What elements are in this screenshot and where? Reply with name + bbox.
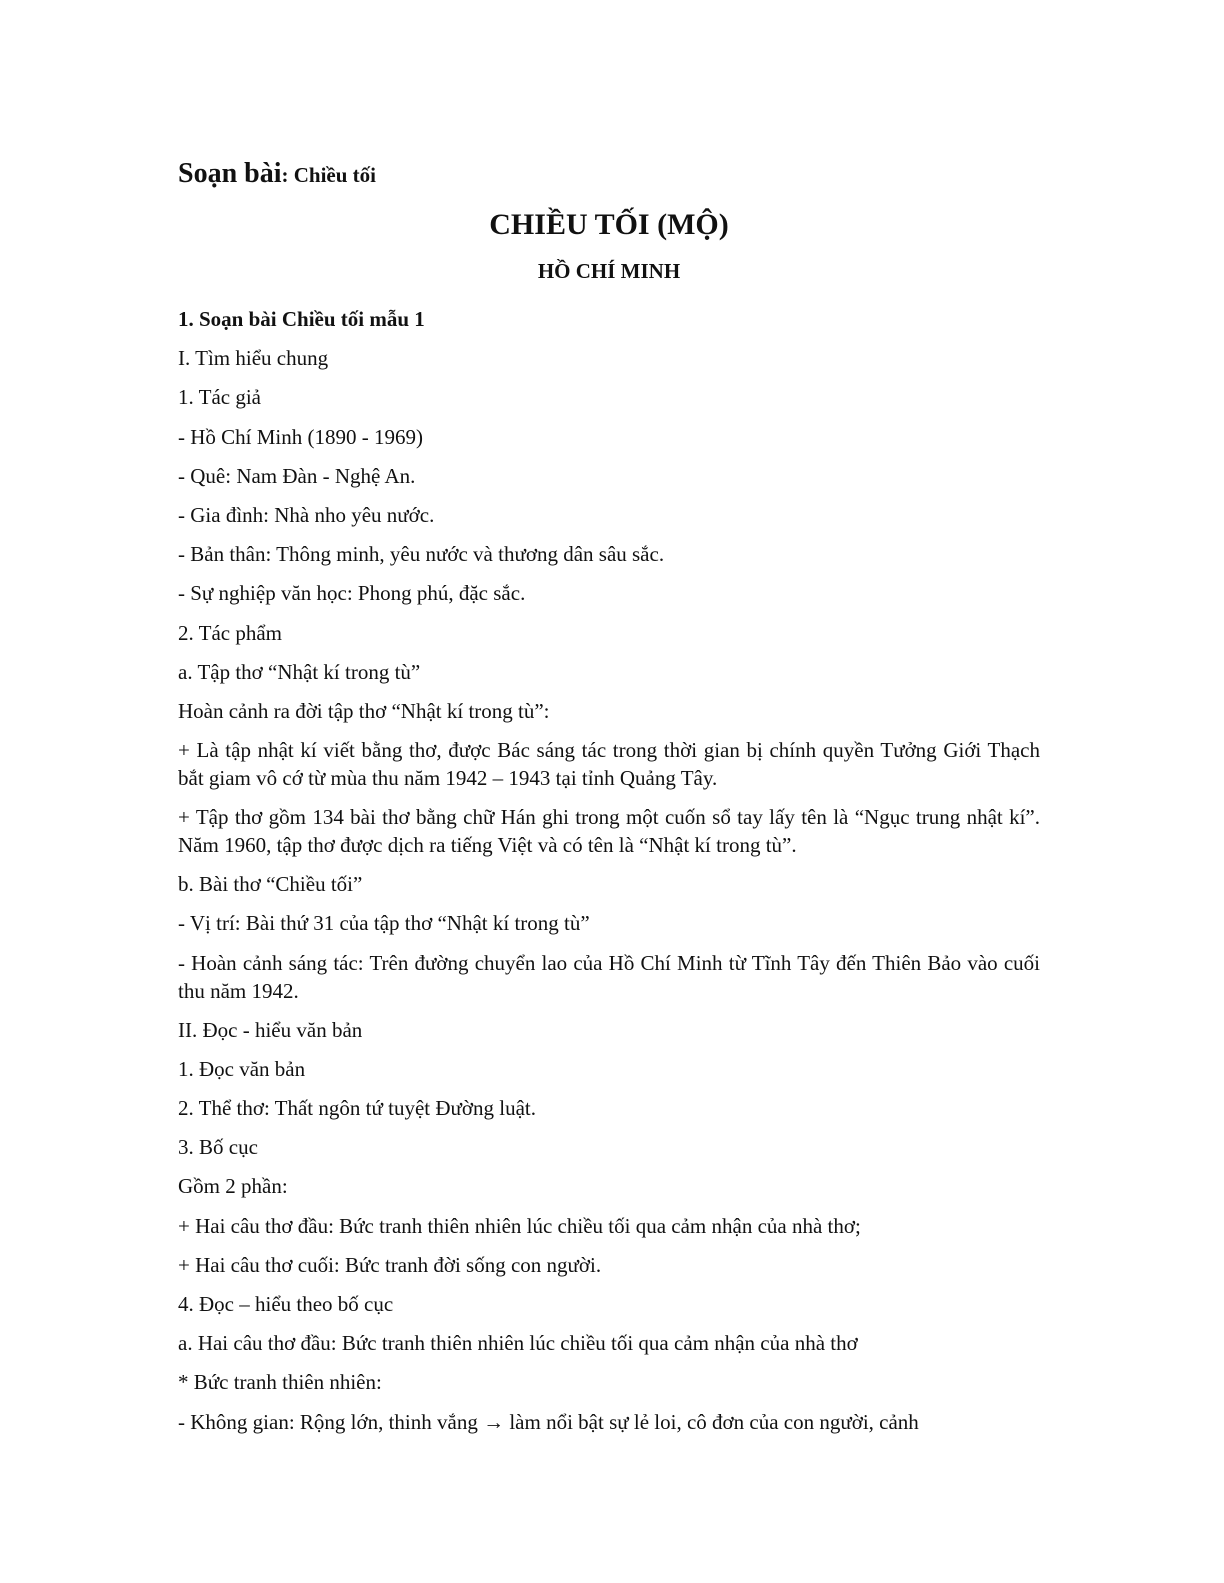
text-line: - Hồ Chí Minh (1890 - 1969) bbox=[178, 424, 423, 449]
text-line: * Bức tranh thiên nhiên: bbox=[178, 1370, 382, 1395]
document-page bbox=[178, 150, 1040, 1442]
text-paragraph: + Là tập nhật kí viết bằng thơ, được Bác sáng tác trong thời gian bị chính quyền Tưởng Giới Thạch bắt giam vô cớ từ mùa thu năm 1942 – 1943 tại tỉnh Quảng Tây. bbox=[178, 738, 1040, 791]
poem-author: HỒ CHÍ MINH bbox=[537, 259, 681, 283]
poem-title: CHIỀU TỐI (MỘ) bbox=[489, 208, 729, 241]
lesson-heading-prefix: Soạn bài bbox=[178, 158, 282, 189]
text-line: Gồm 2 phần: bbox=[178, 1174, 288, 1199]
text-line: a. Tập thơ “Nhật kí trong tù” bbox=[178, 659, 421, 684]
text-line: I. Tìm hiểu chung bbox=[178, 346, 329, 371]
text-line: 1. Đọc văn bản bbox=[178, 1056, 306, 1081]
text-line: 2. Thể thơ: Thất ngôn tứ tuyệt Đường luật. bbox=[178, 1096, 536, 1121]
text-line: - Bản thân: Thông minh, yêu nước và thương dân sâu sắc. bbox=[178, 542, 665, 567]
text-paragraph: + Tập thơ gồm 134 bài thơ bằng chữ Hán ghi trong một cuốn sổ tay lấy tên là “Ngục trung nhật kí”. Năm 1960, tập thơ được dịch ra tiếng Việt và có tên là “Nhật kí trong tù”. bbox=[178, 805, 1040, 858]
text-line: - Vị trí: Bài thứ 31 của tập thơ “Nhật kí trong tù” bbox=[178, 911, 590, 936]
lesson-heading-suffix: : Chiều tối bbox=[281, 163, 376, 187]
text-line: - Gia đình: Nhà nho yêu nước. bbox=[178, 503, 435, 528]
text-line: - Sự nghiệp văn học: Phong phú, đặc sắc. bbox=[178, 581, 526, 606]
text-line: - Không gian: Rộng lớn, thinh vắng → làm nổi bật sự lẻ loi, cô đơn của con người, cảnh bbox=[178, 1409, 919, 1434]
document-body bbox=[178, 300, 1040, 1442]
section-heading: 1. Soạn bài Chiều tối mẫu 1 bbox=[178, 307, 425, 331]
text-line: 1. Tác giả bbox=[178, 385, 261, 410]
lesson-heading bbox=[178, 150, 1040, 198]
text-line: Hoàn cảnh ra đời tập thơ “Nhật kí trong tù”: bbox=[178, 699, 550, 724]
text-line: b. Bài thơ “Chiều tối” bbox=[178, 872, 363, 897]
text-paragraph: - Hoàn cảnh sáng tác: Trên đường chuyển lao của Hồ Chí Minh từ Tĩnh Tây đến Thiên Bảo vào cuối thu năm 1942. bbox=[178, 950, 1040, 1003]
text-line: a. Hai câu thơ đầu: Bức tranh thiên nhiên lúc chiều tối qua cảm nhận của nhà thơ bbox=[178, 1331, 858, 1356]
text-line: - Quê: Nam Đàn - Nghệ An. bbox=[178, 463, 416, 488]
text-line: + Hai câu thơ đầu: Bức tranh thiên nhiên lúc chiều tối qua cảm nhận của nhà thơ; bbox=[178, 1213, 861, 1238]
text-line: 2. Tác phẩm bbox=[178, 620, 282, 645]
text-line: II. Đọc - hiểu văn bản bbox=[178, 1017, 363, 1042]
text-line: 4. Đọc – hiểu theo bố cục bbox=[178, 1292, 394, 1317]
text-line: 3. Bố cục bbox=[178, 1135, 258, 1160]
text-line: + Hai câu thơ cuối: Bức tranh đời sống con người. bbox=[178, 1252, 602, 1277]
